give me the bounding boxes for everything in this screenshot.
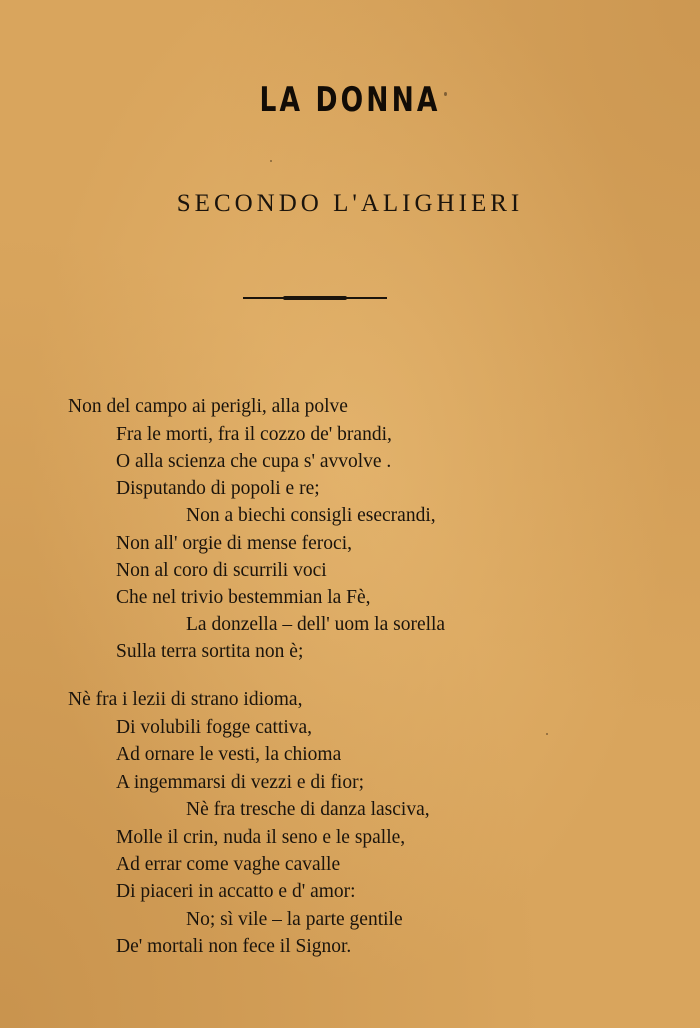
verse-line: Nè fra i lezii di strano idioma, xyxy=(68,689,303,710)
verse-line: La donzella – dell' uom la sorella xyxy=(186,614,446,635)
verse-line: Non all' orgie di mense feroci, xyxy=(116,533,352,554)
verse-line: O alla scienza che cupa s' avvolve . xyxy=(116,451,392,472)
page-subtitle: SECONDO L'ALIGHIERI xyxy=(176,190,524,217)
verse-line: Ad ornare le vesti, la chioma xyxy=(116,744,342,765)
page-title: LA DONNA xyxy=(259,80,441,120)
verse-line: Sulla terra sortita non è; xyxy=(116,641,304,662)
verse-line: Di volubili fogge cattiva, xyxy=(116,717,313,738)
verse-line: De' mortali non fece il Signor. xyxy=(116,936,352,957)
print-speck xyxy=(444,92,447,96)
verse-line: No; sì vile – la parte gentile xyxy=(186,909,403,930)
verse-line: Non del campo ai perigli, alla polve xyxy=(68,396,348,417)
verse-line: Di piaceri in accatto e d' amor: xyxy=(116,881,356,902)
print-speck xyxy=(270,160,272,162)
verse-line: Nè fra tresche di danza lasciva, xyxy=(186,799,430,820)
divider-swell xyxy=(283,296,347,300)
verse-line: A ingemmarsi di vezzi e di fior; xyxy=(116,772,365,793)
verse-line: Non al coro di scurrili voci xyxy=(116,560,327,581)
verse-line: Fra le morti, fra il cozzo de' brandi, xyxy=(116,424,392,445)
print-speck xyxy=(546,733,548,735)
verse-line: Che nel trivio bestemmian la Fè, xyxy=(116,587,371,608)
verse-line: Ad errar come vaghe cavalle xyxy=(116,854,341,875)
verse-line: Disputando di popoli e re; xyxy=(116,478,320,499)
verse-line: Non a biechi consigli esecrandi, xyxy=(186,505,436,526)
verse-line: Molle il crin, nuda il seno e le spalle, xyxy=(116,827,406,848)
